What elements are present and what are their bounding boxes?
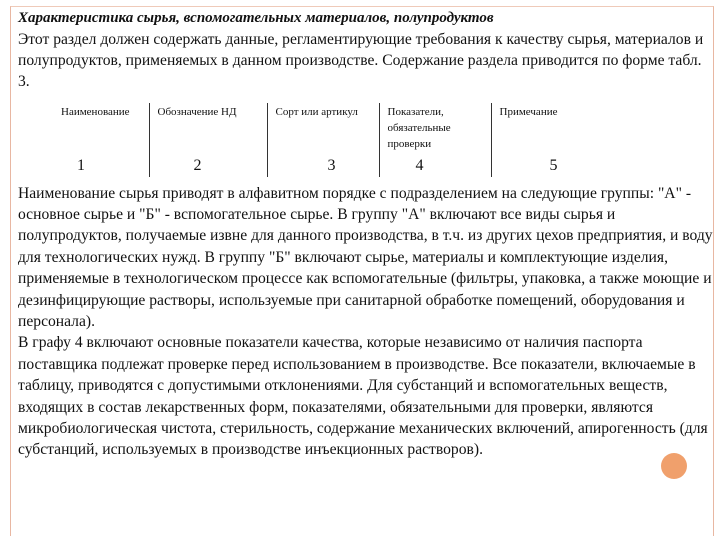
paragraph-column-4: В графу 4 включают основные показатели качества, которые независимо от наличия паспорта поставщика подлежат проверке перед использованием в производстве. Все показатели, включаемые в таблицу, приводятся с допустимыми отклонениями. Для субстанций и вспомогательных веществ, входящих в состав лекарственных форм, показателями, обязательными для проверки, являются микробиологическая чистота, стерильность, содержание механических включений, апирогенность (для субстанций, используемых в производстве инъекционных растворов). — [18, 334, 708, 459]
intro-paragraph: Этот раздел должен содержать данные, регламентирующие требования к качеству сырья, материалов и полупродуктов, применяемых в данном производстве. Содержание раздела приводится по форме табл. 3. — [18, 31, 704, 91]
column-number: 3 — [267, 154, 379, 177]
table-header-cell: Обозначение НД — [149, 103, 267, 154]
column-number: 2 — [149, 154, 267, 177]
table-header-cell: Сорт или артикул — [267, 103, 379, 154]
table-header-cell: Примечание — [491, 103, 613, 154]
column-number: 4 — [379, 154, 491, 177]
section-heading: Характеристика сырья, вспомогательных материалов, полупродуктов — [18, 10, 494, 26]
table-number-row — [43, 154, 613, 177]
decorative-circle — [661, 453, 687, 479]
document-body — [18, 8, 714, 461]
column-number: 1 — [77, 156, 85, 174]
paragraph-groups: Наименование сырья приводят в алфавитном порядке с подразделением на следующие группы: "А" - основное сырье и "Б" - вспомогательное сырье. В группу "А" включают все виды сырья и полупродуктов, получаемые извне для данного производства, в т.ч. из других цехов предприятия, и воду для технологических нужд. В группу "Б" включают сырье, материалы и комплектующие изделия, применяемые в технологическом процессе как вспомогательные (фильтры, упаковка, а также моющие и дезинфицирующие растворы, используемые при санитарной обработке помещений, оборудования и персонала). — [18, 184, 713, 331]
table-header-cell: Показатели, обязательные проверки — [379, 103, 491, 154]
body-text — [18, 183, 714, 461]
table-header-cell: Наименование — [61, 105, 130, 118]
column-number: 5 — [491, 154, 613, 177]
materials-form-table — [43, 103, 613, 177]
table-header-row — [43, 103, 613, 154]
